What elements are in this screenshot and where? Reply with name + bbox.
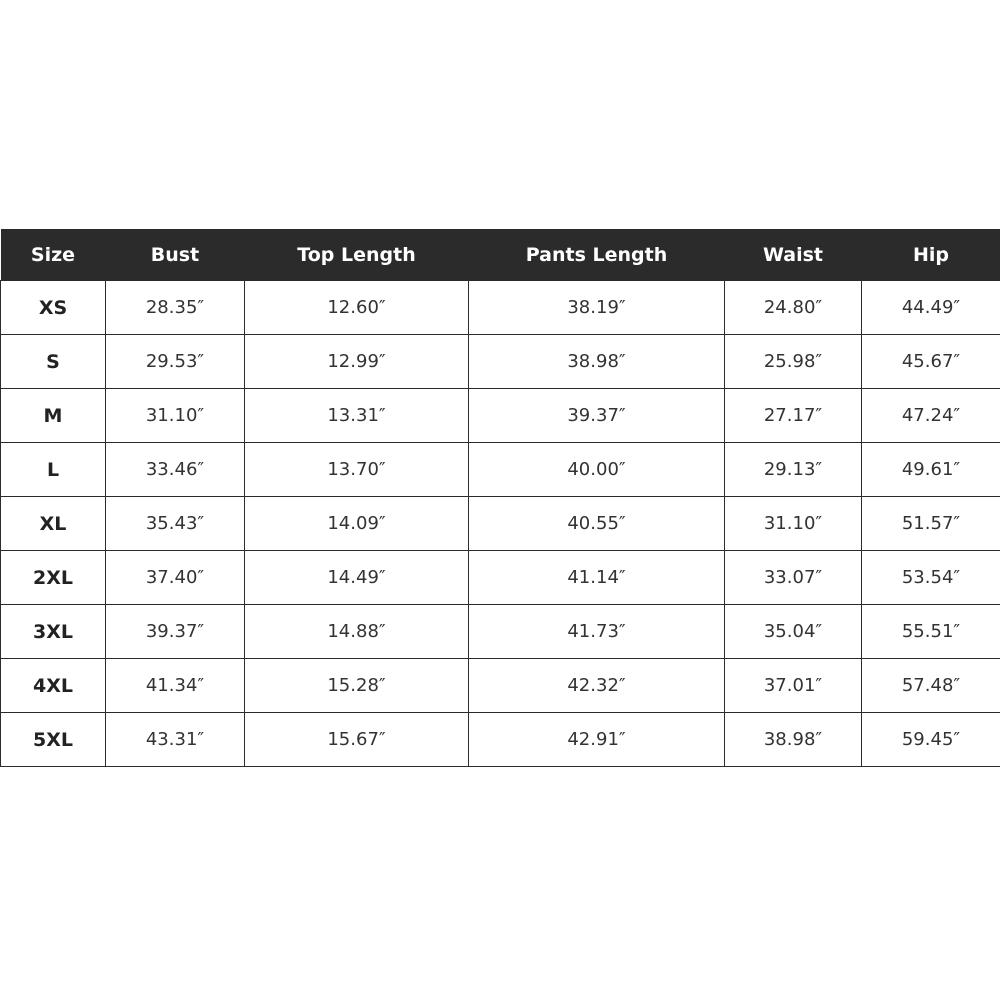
hip-cell: 57.48″ [862,659,1000,713]
bust-cell: 28.35″ [106,281,245,335]
hip-cell: 59.45″ [862,713,1000,767]
header-bust: Bust [106,229,245,281]
waist-cell: 24.80″ [725,281,862,335]
hip-cell: 51.57″ [862,497,1000,551]
header-pants-length: Pants Length [469,229,725,281]
bust-cell: 29.53″ [106,335,245,389]
table-row [1,659,1000,713]
bust-cell: 41.34″ [106,659,245,713]
header-hip: Hip [862,229,1000,281]
waist-cell: 37.01″ [725,659,862,713]
hip-cell: 49.61″ [862,443,1000,497]
pants-length-cell: 38.98″ [469,335,725,389]
size-chart-table [0,229,1000,767]
table-row [1,497,1000,551]
size-cell: XL [1,497,106,551]
pants-length-cell: 41.73″ [469,605,725,659]
top-length-cell: 13.70″ [245,443,469,497]
hip-cell: 45.67″ [862,335,1000,389]
table-row [1,389,1000,443]
size-chart-body [1,281,1000,767]
table-row [1,605,1000,659]
size-cell: 2XL [1,551,106,605]
table-row [1,281,1000,335]
bust-cell: 35.43″ [106,497,245,551]
pants-length-cell: 38.19″ [469,281,725,335]
waist-cell: 35.04″ [725,605,862,659]
top-length-cell: 12.99″ [245,335,469,389]
hip-cell: 47.24″ [862,389,1000,443]
waist-cell: 38.98″ [725,713,862,767]
pants-length-cell: 42.32″ [469,659,725,713]
hip-cell: 55.51″ [862,605,1000,659]
header-size: Size [1,229,106,281]
waist-cell: 29.13″ [725,443,862,497]
pants-length-cell: 40.00″ [469,443,725,497]
pants-length-cell: 40.55″ [469,497,725,551]
pants-length-cell: 41.14″ [469,551,725,605]
header-row [1,229,1000,281]
bust-cell: 43.31″ [106,713,245,767]
size-cell: XS [1,281,106,335]
table-row [1,335,1000,389]
bust-cell: 39.37″ [106,605,245,659]
pants-length-cell: 39.37″ [469,389,725,443]
size-cell: M [1,389,106,443]
table-row [1,713,1000,767]
waist-cell: 25.98″ [725,335,862,389]
table-row [1,551,1000,605]
table-row [1,443,1000,497]
hip-cell: 53.54″ [862,551,1000,605]
waist-cell: 27.17″ [725,389,862,443]
top-length-cell: 14.88″ [245,605,469,659]
top-length-cell: 14.49″ [245,551,469,605]
top-length-cell: 13.31″ [245,389,469,443]
header-waist: Waist [725,229,862,281]
pants-length-cell: 42.91″ [469,713,725,767]
size-cell: L [1,443,106,497]
top-length-cell: 12.60″ [245,281,469,335]
bust-cell: 37.40″ [106,551,245,605]
size-cell: S [1,335,106,389]
header-top-length: Top Length [245,229,469,281]
size-cell: 3XL [1,605,106,659]
bust-cell: 31.10″ [106,389,245,443]
size-cell: 5XL [1,713,106,767]
size-cell: 4XL [1,659,106,713]
top-length-cell: 15.28″ [245,659,469,713]
waist-cell: 31.10″ [725,497,862,551]
top-length-cell: 15.67″ [245,713,469,767]
size-chart-header [1,229,1000,281]
hip-cell: 44.49″ [862,281,1000,335]
top-length-cell: 14.09″ [245,497,469,551]
waist-cell: 33.07″ [725,551,862,605]
bust-cell: 33.46″ [106,443,245,497]
